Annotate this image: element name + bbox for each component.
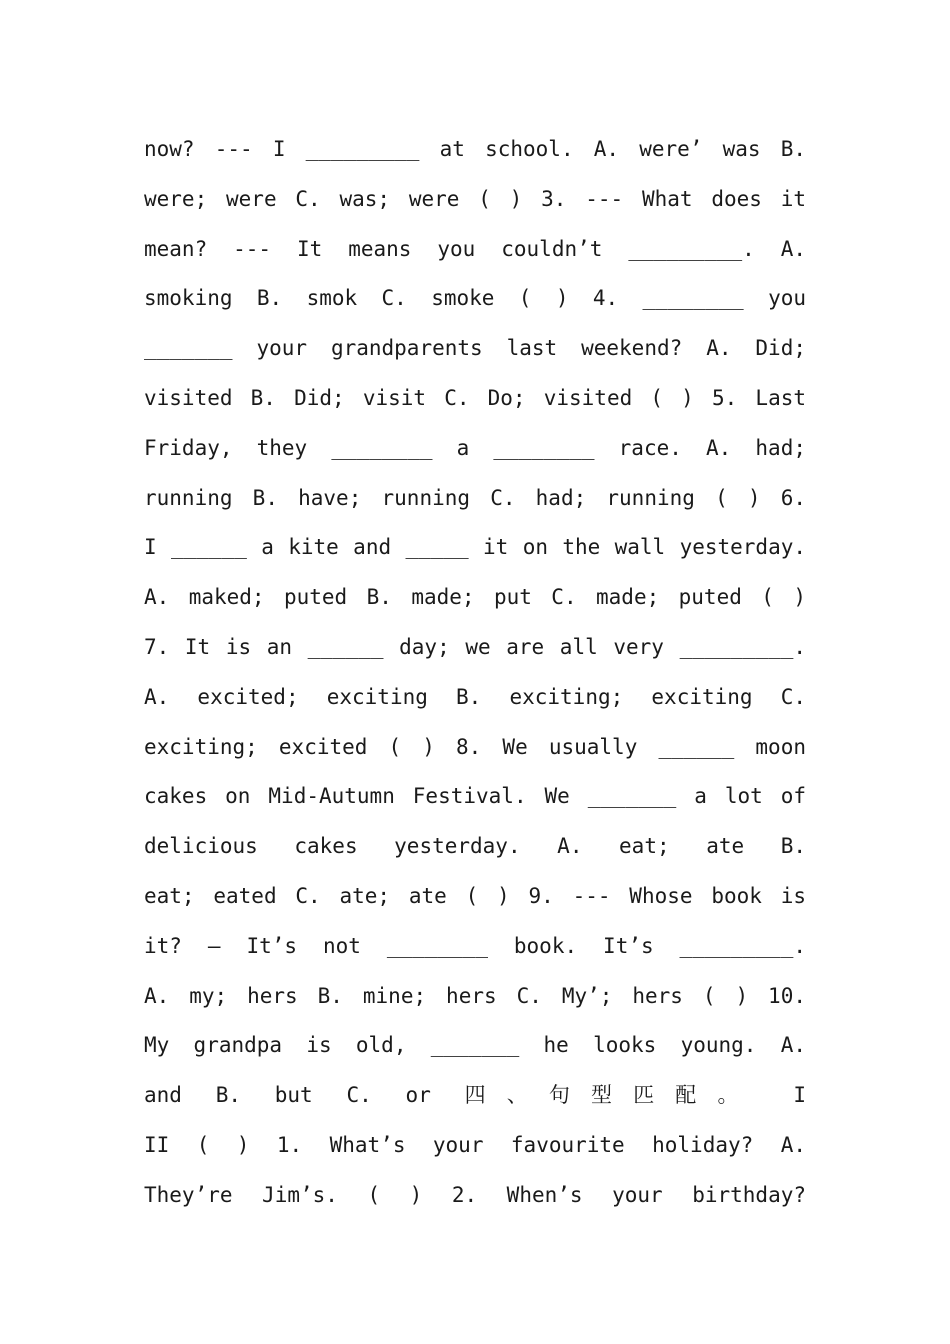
text-line: A. maked; puted B. made; put C. made; puted ( ) — [144, 585, 806, 610]
text-line: were; were C. was; were ( ) 3. --- What does it — [144, 186, 806, 211]
text-line: cakes on Mid-Autumn Festival. We _______ a lot of — [144, 784, 806, 809]
text-line: A. my; hers B. mine; hers C. My’; hers ( ) 10. — [144, 983, 806, 1008]
text-line: I ______ a kite and _____ it on the wall yesterday. — [144, 535, 806, 560]
text-line: mean? --- It means you couldn’t _________. A. — [144, 236, 806, 261]
text-line: 7. It is an ______ day; we are all very _________. — [144, 634, 806, 659]
text-line: My grandpa is old, _______ he looks young. A. — [144, 1033, 806, 1058]
text-line: eat; eated C. ate; ate ( ) 9. --- Whose book is — [144, 883, 806, 908]
text-line: _______ your grandparents last weekend? A. Did; — [144, 336, 806, 361]
exercise-text — [144, 125, 806, 1221]
text-line: delicious cakes yesterday. A. eat; ate B. — [144, 834, 806, 859]
text-line: and B. but C. or 四、句型匹配。 I — [144, 1083, 806, 1108]
text-line: visited B. Did; visit C. Do; visited ( ) 5. Last — [144, 385, 806, 410]
text-line: A. excited; exciting B. exciting; exciting C. — [144, 684, 806, 709]
text-line: now? --- I _________ at school. A. were’ was B. — [144, 137, 806, 161]
text-line: They’re Jim’s. ( ) 2. When’s your birthday? — [144, 1182, 806, 1207]
text-line: it? – It’s not ________ book. It’s _________. — [144, 933, 806, 958]
text-line: running B. have; running C. had; running ( ) 6. — [144, 485, 806, 510]
text-line: smoking B. smok C. smoke ( ) 4. ________ you — [144, 286, 806, 311]
text-line: exciting; excited ( ) 8. We usually ______ moon — [144, 734, 806, 759]
text-line: Friday, they ________ a ________ race. A. had; — [144, 435, 806, 460]
text-line: II ( ) 1. What’s your favourite holiday? A. — [144, 1132, 806, 1157]
